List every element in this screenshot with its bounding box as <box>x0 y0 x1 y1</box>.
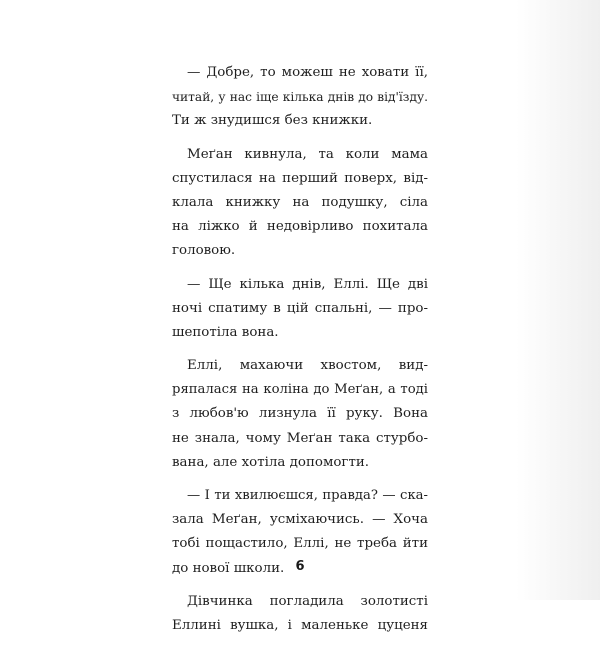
text-line: читай, у нас іще кілька днів до від'їзду. <box>172 90 428 105</box>
text-line: з любов'ю лизнула її руку. Вона <box>172 406 428 422</box>
text-line: — І ти хвилюєшся, правда? — ска- <box>187 488 428 503</box>
text-line: спустилася на перший поверх, від- <box>172 170 428 186</box>
text-line: Дівчинка погладила золотисті <box>187 593 428 609</box>
text-line: до нової школи. <box>172 560 285 576</box>
text-line: — Добре, то можеш не ховати її, <box>187 65 428 80</box>
text-line: шепотіла вона. <box>172 324 279 340</box>
paragraph <box>172 143 428 264</box>
text-line: не знала, чому Меґан така стурбо- <box>172 430 428 446</box>
text-line: тобі пощастило, Еллі, не треба йти <box>172 536 428 552</box>
paragraph <box>172 354 428 475</box>
text-line: — Ще кілька днів, Еллі. Ще дві <box>187 276 428 292</box>
text-line: зала Меґан, усміхаючись. — Хоча <box>172 512 428 528</box>
text-line: Меґан кивнула, та коли мама <box>187 146 428 162</box>
text-line: ряпалася на коліна до Меґан, а тоді <box>172 382 428 398</box>
text-line: головою. <box>172 243 236 259</box>
paragraph <box>172 273 428 346</box>
paragraph <box>172 61 428 134</box>
paragraph <box>172 590 428 638</box>
page-number: 6 <box>295 559 305 574</box>
text-line: Еллині вушка, і маленьке цуценя <box>172 617 428 633</box>
text-line: Ти ж знудишся без книжки. <box>172 113 373 129</box>
text-line: на ліжко й недовірливо похитала <box>172 219 428 235</box>
text-line: Еллі, махаючи хвостом, вид- <box>187 358 428 374</box>
text-line: клала книжку на подушку, сіла <box>172 194 428 210</box>
text-line: вана, але хотіла допомогти. <box>172 454 370 470</box>
text-line: ночі спатиму в цій спальні, — про- <box>172 300 428 316</box>
